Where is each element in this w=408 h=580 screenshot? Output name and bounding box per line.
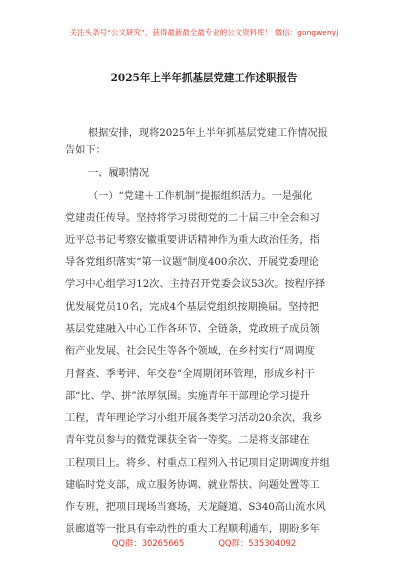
body-line: 基层党建融入中心工作各环节、全链条，党政班子成员领 xyxy=(65,324,320,335)
body-line: （一）“党建＋工作机制”提振组织活力。一是强化 xyxy=(88,191,313,202)
body-line: 学习中心组学习12次、主持召开党委会议53次。按程序择 xyxy=(65,279,326,290)
body-line: 部“比、学、拼”浓厚氛围。实施青年干部理论学习提升 xyxy=(65,391,310,402)
footer-qq-group-1: QQ群：30265665 xyxy=(111,538,185,548)
body-line: 根据安排，现将2025年上半年抓基层党建工作情况报 xyxy=(88,128,328,139)
body-line: 作专班，把项目现场当赛场，天龙隧道、S340高山流水风 xyxy=(65,502,326,513)
section-heading: 一、履职情况 xyxy=(88,168,150,179)
footer-qq-group-2: QQ群：535304092 xyxy=(218,538,297,548)
body-line: 导各党组织落实“第一议题”制度400余次、开展党委理论 xyxy=(65,257,319,268)
body-line: 景廊道等一批具有牵动性的重大工程顺利通车，期盼多年 xyxy=(65,524,320,535)
top-banner: 关注头条号“公文研究”，获得最新最全最专业的公文资料库！ 微信：gongwenyj xyxy=(69,28,339,37)
body-line: 优发展党员10名，完成4个基层党组织按期换届。坚持把 xyxy=(65,302,319,313)
body-line: 衔产业发展、社会民生等各个领域，在乡村实行“周调度 xyxy=(65,346,315,357)
footer-qq-groups xyxy=(0,537,408,549)
body-line: 党建责任传导。坚持将学习贯彻党的二十届三中全会和习 xyxy=(65,213,320,224)
body-line: 青年党员参与的微党课获全省一等奖。二是将支部建在 xyxy=(65,435,310,446)
body-line: 月督查、季考评、年交卷”全周期闭环管理，形成乡村干 xyxy=(65,369,315,380)
body-line: 告如下： xyxy=(65,145,106,156)
body-line: 工程，青年理论学习小组开展各类学习活动20余次，我乡 xyxy=(65,413,323,424)
body-line: 工程项目上。将乡、村重点工程列入书记项目定期调度并组 xyxy=(65,458,330,469)
body-line: 近平总书记考察安徽重要讲话精神作为重大政治任务，指 xyxy=(65,235,320,246)
body-line: 建临时党支部，成立服务协调、就业帮扶、问题处置等工 xyxy=(65,480,320,491)
document-title: 2025年上半年抓基层党建工作述职报告 xyxy=(110,72,298,84)
